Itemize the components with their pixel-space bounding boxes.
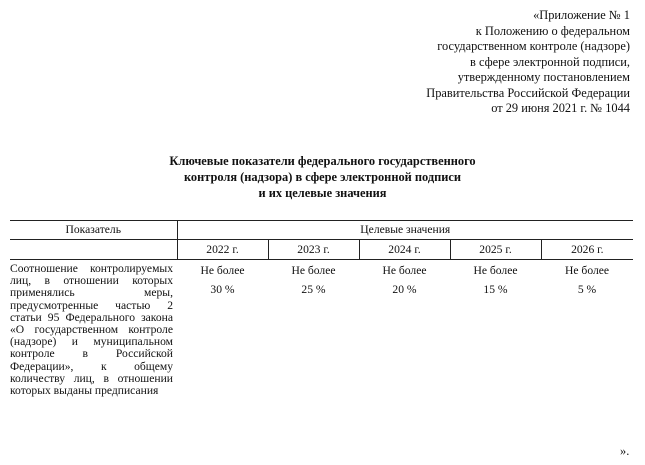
value-number: 20 % bbox=[392, 283, 417, 296]
target-value-cell bbox=[177, 260, 268, 398]
title-line: Ключевые показатели федерального государственного bbox=[169, 154, 476, 168]
value-number: 15 % bbox=[483, 283, 508, 296]
document-title bbox=[0, 153, 645, 201]
value-number: 5 % bbox=[577, 283, 597, 296]
header-year: 2024 г. bbox=[359, 240, 450, 260]
appendix-line: утвержденному постановлением bbox=[457, 70, 630, 84]
table-row bbox=[10, 260, 633, 398]
indicator-text: Соотношение контролируемых лиц, в отношении которых применялись меры, предусмотренные частью 2 статьи 95 Федерального закона «О государственном контроле (надзоре) и муниципальном контроле в Российской Федерации», к общему количеству лиц, в отношении которых выданы предписания bbox=[10, 262, 173, 398]
value-prefix: Не более bbox=[291, 264, 336, 277]
target-value-cell bbox=[268, 260, 359, 398]
header-year: 2026 г. bbox=[541, 240, 633, 260]
appendix-line: от 29 июня 2021 г. № 1044 bbox=[491, 101, 630, 115]
target-value-cell bbox=[359, 260, 450, 398]
header-year: 2022 г. bbox=[177, 240, 268, 260]
header-year: 2023 г. bbox=[268, 240, 359, 260]
appendix-line: государственном контроле (надзоре) bbox=[437, 39, 630, 53]
closing-quote: ». bbox=[620, 444, 630, 458]
value-prefix: Не более bbox=[200, 264, 245, 277]
value-number: 30 % bbox=[210, 283, 235, 296]
title-line: контроля (надзора) в сфере электронной подписи bbox=[183, 170, 462, 184]
value-prefix: Не более bbox=[473, 264, 518, 277]
target-value-cell bbox=[541, 260, 633, 398]
value-number: 25 % bbox=[301, 283, 326, 296]
kpi-table bbox=[10, 220, 633, 397]
appendix-line: в сфере электронной подписи, bbox=[470, 54, 630, 69]
appendix-line: «Приложение № 1 bbox=[533, 8, 630, 22]
header-year: 2025 г. bbox=[450, 240, 541, 260]
header-target-values: Целевые значения bbox=[177, 221, 633, 240]
value-prefix: Не более bbox=[382, 264, 427, 277]
header-indicator-cell bbox=[10, 240, 177, 260]
appendix-header bbox=[426, 8, 630, 117]
appendix-line: к Положению о федеральном bbox=[475, 23, 630, 38]
value-prefix: Не более bbox=[565, 264, 610, 277]
header-indicator: Показатель bbox=[10, 221, 177, 240]
appendix-line: Правительства Российской Федерации bbox=[426, 85, 630, 100]
title-line: и их целевые значения bbox=[258, 186, 387, 200]
target-value-cell bbox=[450, 260, 541, 398]
